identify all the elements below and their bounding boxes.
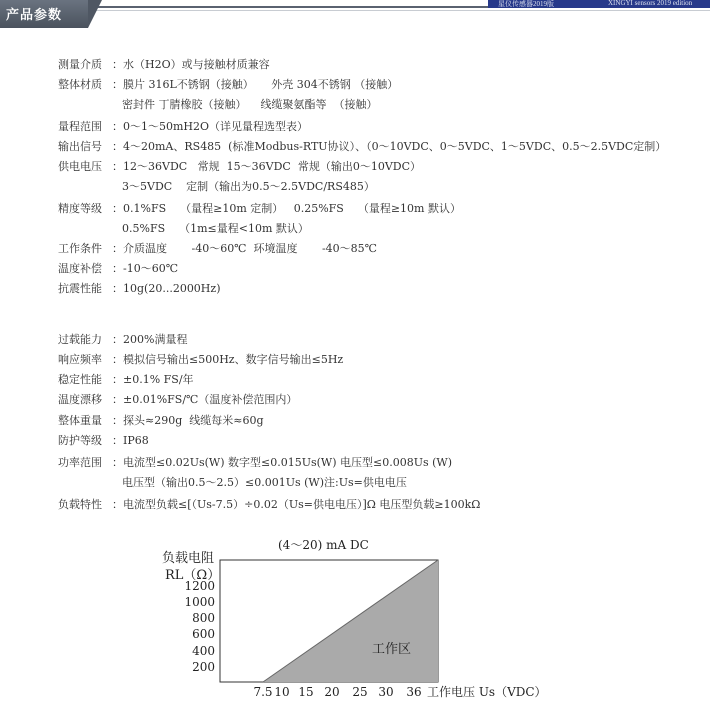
param-label: 整体重量	[58, 414, 102, 427]
chart-x-tick-label: 20	[324, 685, 340, 699]
param-value: 3～5VDC 定制（输出为0.5～2.5VDC/RS485）	[122, 180, 375, 193]
param-label: 过载能力	[58, 333, 102, 346]
param-label: 工作条件	[58, 242, 102, 255]
header-brand-cn: 星仪传感器2019版	[498, 0, 554, 8]
param-label: 输出信号	[58, 140, 102, 153]
param-value: 0.5%FS （1m≤量程<10m 默认）	[122, 222, 309, 235]
param-value: ：4～20mA、RS485 (标准Modbus-RTU协议）、（0～10VDC、0～5VDC、1～5VDC、0.5～2.5VDC定制）	[112, 140, 667, 153]
chart-x-tick-label: 30	[378, 685, 394, 699]
chart-y-tick-label: 1000	[184, 595, 215, 609]
param-label: 温度漂移	[58, 393, 102, 406]
chart-x-tick-label: 36	[406, 685, 422, 699]
param-value: ：介质温度 -40～60℃ 环境温度 -40～85℃	[112, 242, 377, 255]
chart-x-tick-label: 15	[298, 685, 314, 699]
param-value: ：IP68	[112, 434, 149, 447]
param-value: ：电流型≤0.02Us(W) 数字型≤0.015Us(W) 电压型≤0.008Us (W)	[112, 456, 453, 469]
chart-x-tick-label: 7.5	[253, 685, 273, 699]
param-value: ：水（H2O）或与接触材质兼容	[112, 58, 270, 71]
param-value: ：0～1～50mH2O（详见量程选型表）	[112, 120, 309, 133]
chart-annotation: 工作区	[372, 642, 412, 657]
param-label: 温度补偿	[58, 262, 102, 275]
param-label: 精度等级	[58, 202, 102, 215]
param-value: ：200%满量程	[112, 333, 188, 346]
param-value: 密封件 丁腈橡胶（接触） 线缆聚氨酯等 （接触）	[122, 98, 378, 111]
param-label: 功率范围	[58, 456, 102, 469]
chart-xlabel: 工作电压 Us（VDC）	[427, 685, 547, 699]
chart-x-tick-label: 10	[274, 685, 290, 699]
header-brand-en: XINGYI sensors 2019 edition	[608, 0, 693, 7]
param-label: 量程范围	[58, 120, 102, 133]
param-label: 抗震性能	[58, 282, 102, 295]
chart-ylabel-cn: 负载电阻	[162, 551, 215, 566]
chart-ylabel: RL（Ω）	[165, 568, 221, 583]
param-value: ：模拟信号输出≤500Hz、数字信号输出≤5Hz	[112, 353, 344, 366]
param-label: 防护等级	[58, 434, 102, 447]
param-value: ：电流型负载≤[（Us-7.5）÷0.02（Us=供电电压）]Ω 电压型负载≥100kΩ	[112, 498, 481, 511]
chart-title: (4～20) mA DC	[278, 538, 369, 552]
chart-y-tick-label: 400	[192, 644, 215, 658]
param-label: 稳定性能	[58, 373, 102, 386]
chart-y-tick-label: 600	[192, 627, 215, 641]
param-label: 响应频率	[58, 353, 102, 366]
param-label: 测量介质	[58, 58, 102, 71]
param-label: 负载特性	[58, 498, 102, 511]
param-value: ：0.1%FS （量程≥10m 定制） 0.25%FS （量程≥10m 默认）	[112, 202, 461, 215]
param-value: ：±0.1% FS/年	[112, 373, 194, 386]
param-value: ：-10～60℃	[112, 262, 179, 275]
chart-x-tick-label: 25	[352, 685, 368, 699]
param-label: 整体材质	[58, 78, 102, 91]
param-label: 供电电压	[58, 160, 102, 173]
chart-y-tick-label: 1200	[184, 579, 215, 593]
param-value: ：探头≈290g 线缆每米≈60g	[112, 414, 264, 427]
param-value: 电压型（输出0.5～2.5）≤0.001Us (W)注:Us=供电电压	[122, 476, 407, 489]
param-value: ：10g(20...2000Hz)	[112, 282, 221, 295]
chart-y-tick-label: 200	[192, 660, 215, 674]
param-value: ：膜片 316L不锈钢（接触） 外壳 304不锈钢 （接触）	[112, 78, 399, 91]
param-value: ：12～36VDC 常规 15～36VDC 常规（输出0～10VDC）	[112, 160, 421, 173]
page-title: 产品参数	[6, 8, 63, 23]
chart-y-tick-label: 800	[192, 611, 215, 625]
param-value: ：±0.01%FS/℃（温度补偿范围内）	[112, 393, 298, 406]
